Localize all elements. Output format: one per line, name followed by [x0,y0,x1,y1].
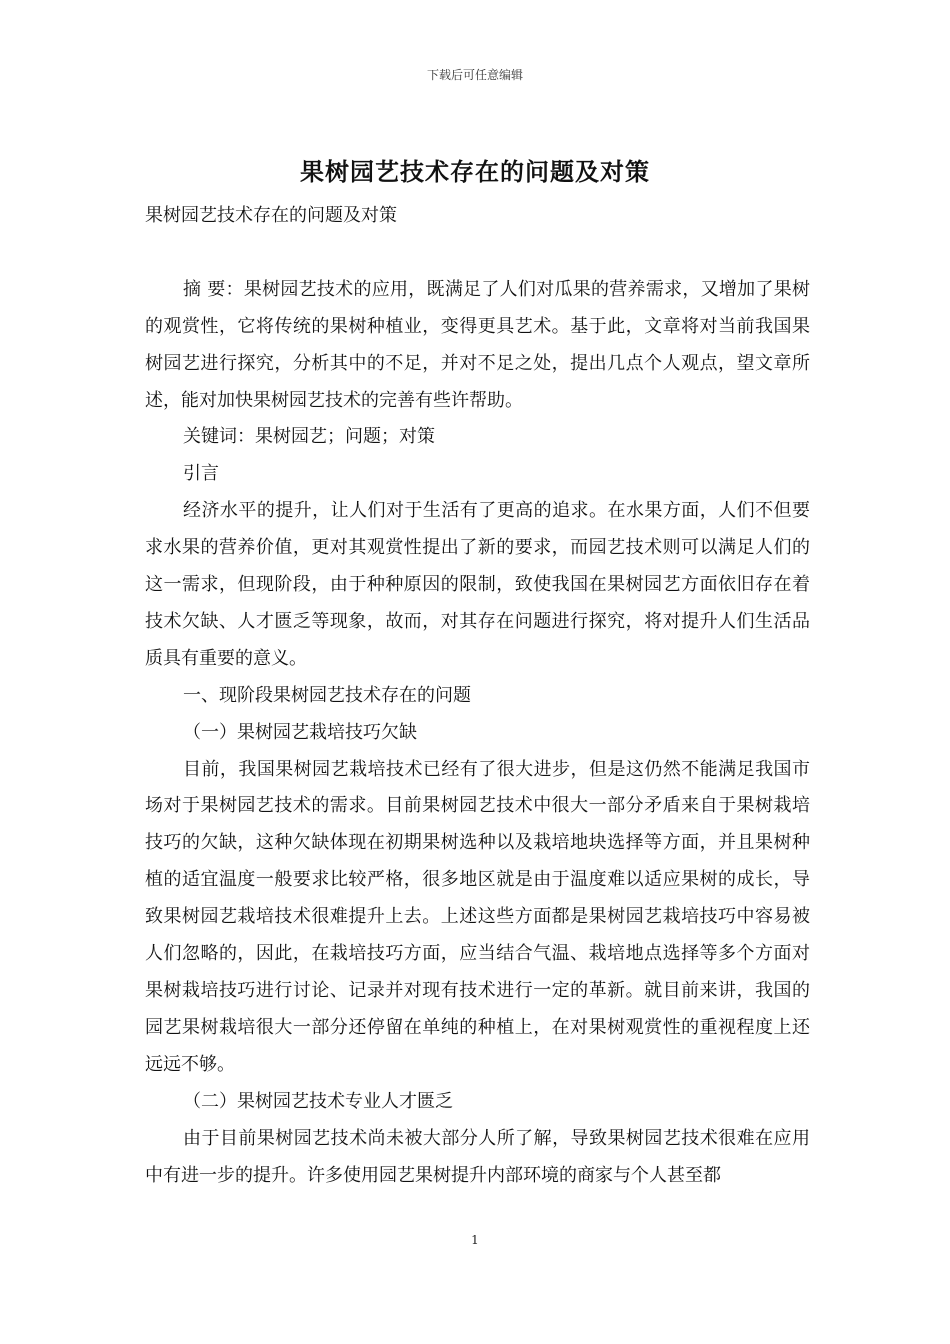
subsection-heading-2: （二）果树园艺技术专业人才匮乏 [183,1090,453,1112]
page-number: 1 [471,1233,479,1247]
subsection-2-paragraph: 由于目前果树园艺技术尚未被大部分人所了解，导致果树园艺技术很难在应用中有进一步的提升。许多使用园艺果树提升内部环境的商家与个人甚至都 [145,1127,810,1186]
section-heading-1: 一、现阶段果树园艺技术存在的问题 [183,684,471,706]
document-body [145,198,810,1194]
page-header-note: 下载后可任意编辑 [426,68,523,82]
subsection-1-paragraph: 目前，我国果树园艺栽培技术已经有了很大进步，但是这仍然不能满足我国市场对于果树园艺技术的需求。目前果树园艺技术中很大一部分矛盾来自于果树栽培技巧的欠缺，这种欠缺体现在初期果树选种以及栽培地块选择等方面，并且果树种植的适宜温度一般要求比较严格，很多地区就是由于温度难以适应果树的成长，导致果树园艺栽培技术很难提升上去。上述这些方面都是果树园艺栽培技巧中容易被人们忽略的，因此，在栽培技巧方面，应当结合气温、栽培地点选择等多个方面对果树栽培技巧进行讨论、记录并对现有技术进行一定的革新。就目前来讲，我国的园艺果树栽培很大一部分还停留在单纯的种植上，在对果树观赏性的重视程度上还远远不够。 [145,758,810,1075]
intro-paragraph: 经济水平的提升，让人们对于生活有了更高的追求。在水果方面，人们不但要求水果的营养价值，更对其观赏性提出了新的要求，而园艺技术则可以满足人们的这一需求，但现阶段，由于种种原因的限制，致使我国在果树园艺方面依旧存在着技术欠缺、人才匮乏等现象，故而，对其存在问题进行探究，将对提升人们生活品质具有重要的意义。 [145,500,810,669]
document-title: 果树园艺技术存在的问题及对策 [300,157,650,186]
abstract-paragraph: 摘 要：果树园艺技术的应用，既满足了人们对瓜果的营养需求，又增加了果树的观赏性，它将传统的果树种植业，变得更具艺术。基于此，文章将对当前我国果树园艺进行探究，分析其中的不足，并对不足之处，提出几点个人观点，望文章所述，能对加快果树园艺技术的完善有些许帮助。 [145,278,810,411]
intro-heading: 引言 [183,463,219,485]
keywords-line: 关键词：果树园艺；问题；对策 [183,426,435,448]
subsection-heading-1: （一）果树园艺栽培技巧欠缺 [183,721,417,743]
document-subtitle: 果树园艺技术存在的问题及对策 [145,205,397,226]
